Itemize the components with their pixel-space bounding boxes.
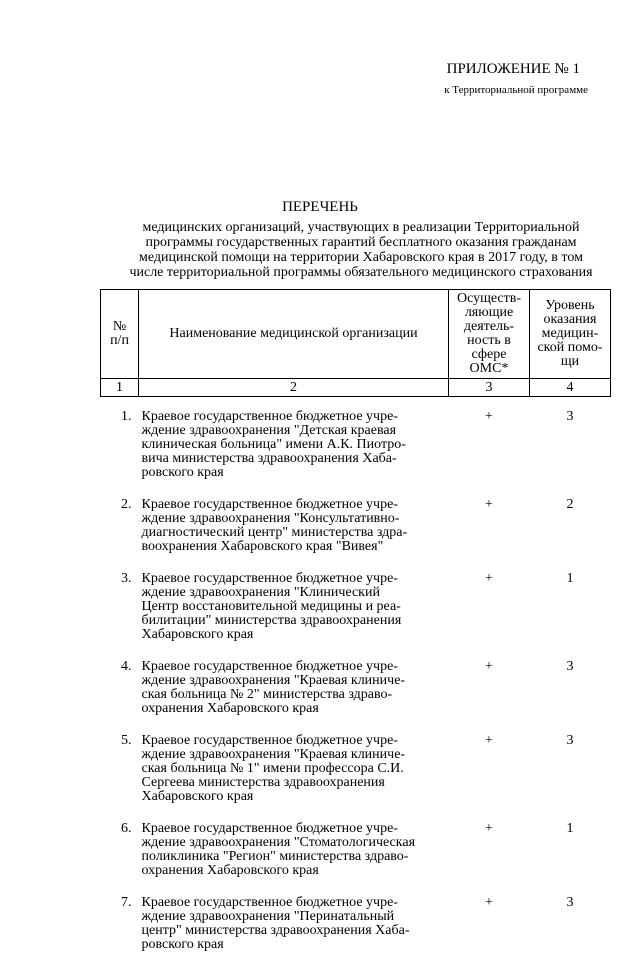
organization-name-line: Хабаровского края: [142, 628, 449, 642]
organization-name: [139, 721, 449, 809]
subtitle-line: медицинских организаций, участвующих в реализации Территориальной: [100, 220, 622, 235]
organization-name-line: Краевое государственное бюджетное учре-: [142, 498, 449, 512]
row-number: 5.: [101, 721, 139, 809]
column-number: 1: [101, 379, 139, 397]
table-body: [101, 397, 611, 957]
organization-name-line: ждение здравоохранения "Краевая клиниче-: [142, 748, 449, 762]
organization-name: [139, 397, 449, 486]
table-row: [101, 721, 611, 809]
header-line: Наименование медицинской организации: [142, 327, 445, 341]
organization-name-line: Краевое государственное бюджетное учре-: [142, 660, 449, 674]
organization-name-line: ждение здравоохранения "Стоматологическая: [142, 836, 449, 850]
header-line: Осуществ-: [452, 292, 526, 306]
organization-name-line: Краевое государственное бюджетное учре-: [142, 896, 449, 910]
organization-name-line: Краевое государственное бюджетное учре-: [142, 734, 449, 748]
organization-name-line: охранения Хабаровского края: [142, 702, 449, 716]
header-line: деятель-: [452, 320, 526, 334]
organization-name-line: Сергеева министерства здравоохранения: [142, 776, 449, 790]
organization-name-line: Краевое государственное бюджетное учре-: [142, 410, 449, 424]
table-row: [101, 485, 611, 559]
oms-participation: +: [449, 647, 530, 721]
organization-name-line: клиническая больница" имени А.К. Пиотро-: [142, 438, 449, 452]
document-subtitle: [100, 220, 622, 280]
oms-participation: +: [449, 559, 530, 647]
header-level: [530, 290, 611, 379]
column-number: 2: [139, 379, 449, 397]
care-level: 3: [530, 883, 611, 957]
organization-name-line: ская больница № 2" министерства здраво-: [142, 688, 449, 702]
document-title: ПЕРЕЧЕНЬ: [0, 199, 640, 216]
organization-name-line: Хабаровского края: [142, 790, 449, 804]
organization-name-line: центр" министерства здравоохранения Хаба-: [142, 924, 449, 938]
header-line: ОМС*: [452, 362, 526, 376]
column-number: 3: [449, 379, 530, 397]
oms-participation: +: [449, 485, 530, 559]
organization-name-line: Краевое государственное бюджетное учре-: [142, 572, 449, 586]
table-row: [101, 559, 611, 647]
row-number: 4.: [101, 647, 139, 721]
header-line: щи: [533, 355, 607, 369]
organization-name-line: охранения Хабаровского края: [142, 864, 449, 878]
oms-participation: +: [449, 809, 530, 883]
organization-name: [139, 559, 449, 647]
organization-name-line: ждение здравоохранения "Детская краевая: [142, 424, 449, 438]
organization-name-line: ждение здравоохранения "Клинический: [142, 586, 449, 600]
table-row: [101, 809, 611, 883]
header-line: медицин-: [533, 327, 607, 341]
table-row: [101, 883, 611, 957]
header-row: [101, 290, 611, 379]
header-oms: [449, 290, 530, 379]
appendix-subtitle: к Территориальной программе: [444, 83, 588, 97]
header-line: Уровень: [533, 299, 607, 313]
care-level: 3: [530, 721, 611, 809]
row-number: 7.: [101, 883, 139, 957]
appendix-title: ПРИЛОЖЕНИЕ № 1: [444, 60, 580, 79]
row-number: 6.: [101, 809, 139, 883]
table-row: [101, 647, 611, 721]
organization-name-line: ждение здравоохранения "Краевая клиниче-: [142, 674, 449, 688]
organization-name: [139, 883, 449, 957]
oms-participation: +: [449, 721, 530, 809]
care-level: 3: [530, 647, 611, 721]
appendix-block: [444, 60, 588, 97]
care-level: 1: [530, 809, 611, 883]
organization-name-line: ждение здравоохранения "Перинатальный: [142, 910, 449, 924]
subtitle-line: числе территориальной программы обязательного медицинского страхования: [100, 265, 622, 280]
table-row: [101, 397, 611, 486]
organization-name-line: ская больница № 1" имени профессора С.И.: [142, 762, 449, 776]
organization-name-line: воохранения Хабаровского края "Вивея": [142, 540, 449, 554]
header-line: оказания: [533, 313, 607, 327]
organizations-table: [100, 289, 611, 957]
column-number-row: [101, 379, 611, 397]
care-level: 1: [530, 559, 611, 647]
subtitle-line: медицинской помощи на территории Хабаровского края в 2017 году, в том: [100, 250, 622, 265]
organization-name-line: Краевое государственное бюджетное учре-: [142, 822, 449, 836]
header-line: ской помо-: [533, 341, 607, 355]
organization-name-line: ровского края: [142, 466, 449, 480]
organization-name-line: билитации" министерства здравоохранения: [142, 614, 449, 628]
header-line: ность в: [452, 334, 526, 348]
organization-name-line: вича министерства здравоохранения Хаба-: [142, 452, 449, 466]
care-level: 2: [530, 485, 611, 559]
organization-name-line: диагностический центр" министерства здра-: [142, 526, 449, 540]
care-level: 3: [530, 397, 611, 486]
column-number: 4: [530, 379, 611, 397]
oms-participation: +: [449, 397, 530, 486]
header-line: №: [104, 320, 135, 334]
organization-name-line: поликлиника "Регион" министерства здраво-: [142, 850, 449, 864]
organization-name-line: ровского края: [142, 938, 449, 952]
row-number: 2.: [101, 485, 139, 559]
header-line: сфере: [452, 348, 526, 362]
header-line: п/п: [104, 334, 135, 348]
header-num: [101, 290, 139, 379]
organization-name: [139, 647, 449, 721]
organization-name-line: ждение здравоохранения "Консультативно-: [142, 512, 449, 526]
subtitle-line: программы государственных гарантий бесплатного оказания гражданам: [100, 235, 622, 250]
header-name: [139, 290, 449, 379]
row-number: 3.: [101, 559, 139, 647]
organization-name: [139, 809, 449, 883]
oms-participation: +: [449, 883, 530, 957]
organization-name-line: Центр восстановительной медицины и реа-: [142, 600, 449, 614]
organization-name: [139, 485, 449, 559]
row-number: 1.: [101, 397, 139, 486]
header-line: ляющие: [452, 306, 526, 320]
